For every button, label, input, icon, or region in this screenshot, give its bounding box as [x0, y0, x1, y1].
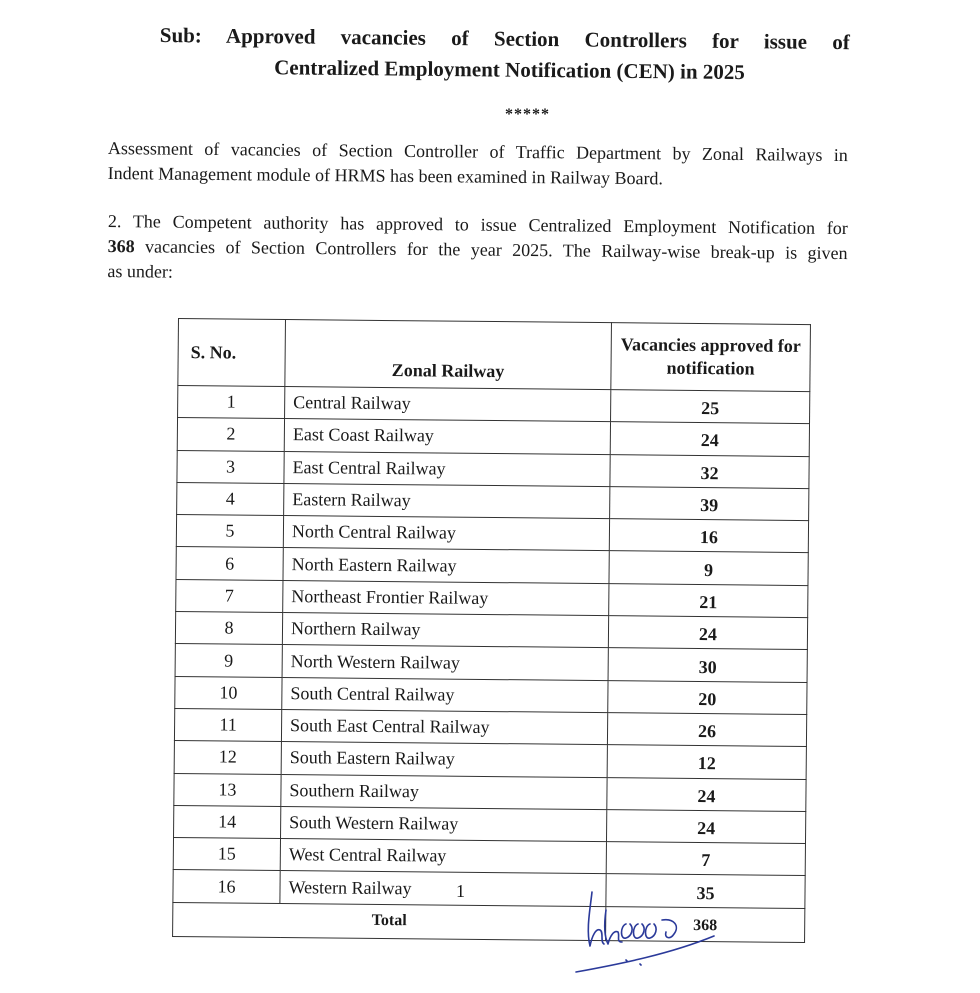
- row-vacancies: 12: [607, 745, 806, 779]
- subject-line-2: Centralized Employment Notification (CEN) in 2025: [274, 55, 745, 85]
- separator-stars: *****: [505, 106, 550, 123]
- row-zonal-railway: North Eastern Railway: [283, 548, 609, 583]
- row-zonal-railway: Northeast Frontier Railway: [283, 580, 609, 615]
- row-vacancies: 21: [609, 583, 808, 617]
- row-vacancies: 7: [606, 842, 805, 876]
- row-vacancies: 35: [606, 874, 805, 908]
- row-vacancies: 9: [609, 551, 808, 585]
- row-sno: 12: [174, 741, 281, 774]
- row-zonal-railway: East Coast Railway: [284, 419, 610, 454]
- row-zonal-railway: Eastern Railway: [284, 483, 610, 518]
- row-zonal-railway: North Central Railway: [283, 516, 609, 551]
- row-sno: 9: [175, 644, 282, 677]
- paragraph-1-line-2: Indent Management module of HRMS has been examined in Railway Board.: [107, 162, 664, 189]
- total-label: Total: [173, 902, 606, 940]
- header-sno: S. No.: [178, 319, 286, 387]
- row-zonal-railway: South Eastern Railway: [281, 742, 607, 777]
- row-zonal-railway: South Western Railway: [281, 806, 607, 841]
- paragraph-2-line-1: 2. The Competent authority has approved to issue Centralized Employment Notification for: [107, 210, 848, 239]
- total-vacancies-inline: 368: [107, 235, 135, 257]
- row-vacancies: 30: [608, 648, 807, 682]
- row-sno: 6: [176, 547, 283, 580]
- subject-heading: [159, 20, 850, 89]
- row-sno: 10: [175, 676, 282, 709]
- header-vacancies: Vacancies approved for notification: [611, 323, 811, 392]
- row-zonal-railway: North Western Railway: [282, 645, 608, 680]
- row-sno: 5: [176, 515, 283, 548]
- row-vacancies: 26: [607, 713, 806, 747]
- row-vacancies: 24: [610, 422, 809, 456]
- total-value: 368: [606, 906, 805, 942]
- page-number: 1: [456, 881, 465, 901]
- vacancy-table: [172, 318, 811, 943]
- row-sno: 1: [178, 386, 285, 419]
- row-zonal-railway: Northern Railway: [282, 613, 608, 648]
- row-zonal-railway: South East Central Railway: [281, 709, 607, 744]
- row-vacancies: 32: [610, 454, 809, 488]
- row-sno: 13: [174, 773, 281, 806]
- row-sno: 4: [177, 482, 284, 515]
- subject-line-1: Sub: Approved vacancies of Section Controllers for issue of: [159, 22, 850, 55]
- row-vacancies: 20: [608, 680, 807, 714]
- table-body: [173, 386, 810, 909]
- signature-icon: [570, 880, 720, 985]
- paragraph-2-line-3: as under:: [107, 260, 173, 282]
- paragraph-1-line-1: Assessment of vacancies of Section Controller of Traffic Department by Zonal Railways in: [107, 137, 848, 166]
- row-zonal-railway: South Central Railway: [282, 677, 608, 712]
- paragraph-2-line-2-rest: vacancies of Section Controllers for the year 2025. The Railway-wise break-up is given: [134, 236, 848, 264]
- row-vacancies: 24: [608, 616, 807, 650]
- row-sno: 15: [173, 838, 280, 871]
- row-zonal-railway: Southern Railway: [281, 774, 607, 809]
- vacancy-table-wrapper: [172, 318, 811, 943]
- row-vacancies: 39: [610, 487, 809, 521]
- row-zonal-railway: Central Railway: [285, 387, 611, 422]
- row-sno: 14: [174, 805, 281, 838]
- row-sno: 7: [176, 579, 283, 612]
- header-zonal-railway: Zonal Railway: [285, 320, 612, 390]
- row-vacancies: 25: [611, 390, 810, 424]
- row-sno: 11: [174, 708, 281, 741]
- row-zonal-railway: Western Railway: [280, 871, 606, 906]
- paragraph-2: [107, 209, 848, 291]
- row-vacancies: 24: [607, 777, 806, 811]
- paragraph-1: [108, 136, 848, 193]
- row-zonal-railway: East Central Railway: [284, 451, 610, 486]
- row-sno: 8: [175, 612, 282, 645]
- row-sno: 16: [173, 870, 280, 903]
- table-header-row: [178, 319, 811, 392]
- row-sno: 2: [177, 418, 284, 451]
- row-zonal-railway: West Central Railway: [280, 839, 606, 874]
- row-vacancies: 16: [609, 519, 808, 553]
- row-sno: 3: [177, 450, 284, 483]
- row-vacancies: 24: [606, 809, 805, 843]
